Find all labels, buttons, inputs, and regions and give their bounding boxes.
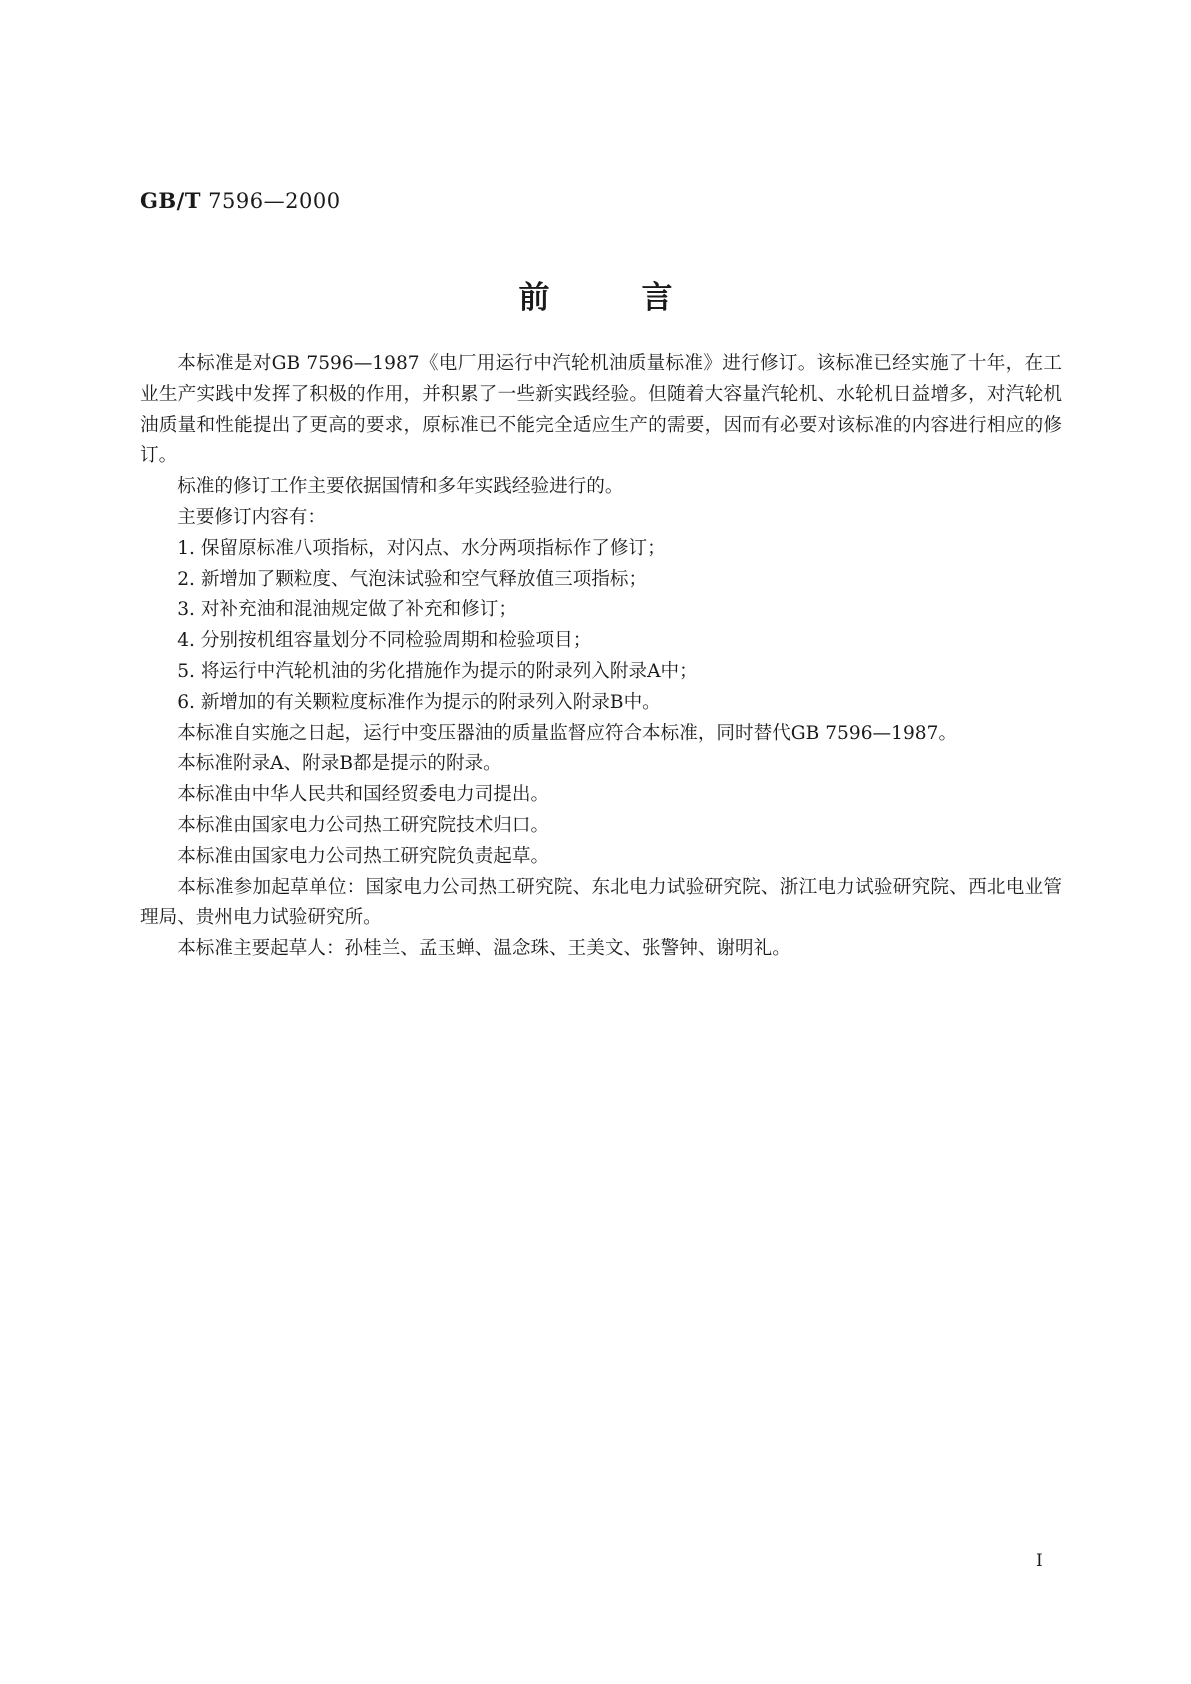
- paragraph-revision-heading: 主要修订内容有：: [177, 506, 326, 528]
- page-number: I: [1036, 1551, 1043, 1571]
- paragraph-proposer: 本标准由中华人民共和国经贸委电力司提出。: [177, 784, 550, 806]
- paragraph-replacement: 本标准自实施之日起，运行中变压器油的质量监督应符合本标准，同时替代GB 7596—1987。: [177, 722, 958, 744]
- revision-item: 2. 新增加了颗粒度、气泡沫试验和空气释放值三项指标；: [177, 568, 648, 590]
- paragraph-drafting-lead: 本标准由国家电力公司热工研究院负责起草。: [177, 845, 550, 867]
- standard-code: [140, 188, 341, 213]
- paragraph-centralized-unit: 本标准由国家电力公司热工研究院技术归口。: [177, 814, 550, 836]
- page-title: 前言: [518, 280, 765, 316]
- paragraph-intro: 本标准是对GB 7596—1987《电厂用运行中汽轮机油质量标准》进行修订。该标准已经实施了十年，在工业生产实践中发挥了积极的作用，并积累了一些新实践经验。但随着大容量汽轮机、水轮机日益增多，对汽轮机油质量和性能提出了更高的要求，原标准已不能完全适应生产的需要，因而有必要对该标准的内容进行相应的修订。: [140, 353, 1062, 467]
- revision-item: 6. 新增加的有关颗粒度标准作为提示的附录列入附录B中。: [177, 691, 661, 713]
- paragraph-drafting-units: 本标准参加起草单位：国家电力公司热工研究院、东北电力试验研究院、浙江电力试验研究院、西北电业管理局、贵州电力试验研究所。: [140, 876, 1062, 929]
- standard-number: 7596—2000: [208, 189, 341, 213]
- foreword-body: [140, 349, 1062, 965]
- paragraph-appendices: 本标准附录A、附录B都是提示的附录。: [177, 753, 502, 775]
- revision-item: 5. 将运行中汽轮机油的劣化措施作为提示的附录列入附录A中；: [177, 660, 698, 682]
- revision-item: 3. 对补充油和混油规定做了补充和修订；: [177, 599, 517, 621]
- revision-item: 1. 保留原标准八项指标，对闪点、水分两项指标作了修订；: [177, 537, 666, 559]
- paragraph-basis: 标准的修订工作主要依据国情和多年实践经验进行的。: [177, 476, 624, 498]
- paragraph-drafters: 本标准主要起草人：孙桂兰、孟玉蝉、温念珠、王美文、张警钟、谢明礼。: [177, 938, 791, 960]
- revision-item: 4. 分别按机组容量划分不同检验周期和检验项目；: [177, 630, 592, 652]
- standard-prefix: GB/T: [140, 188, 201, 213]
